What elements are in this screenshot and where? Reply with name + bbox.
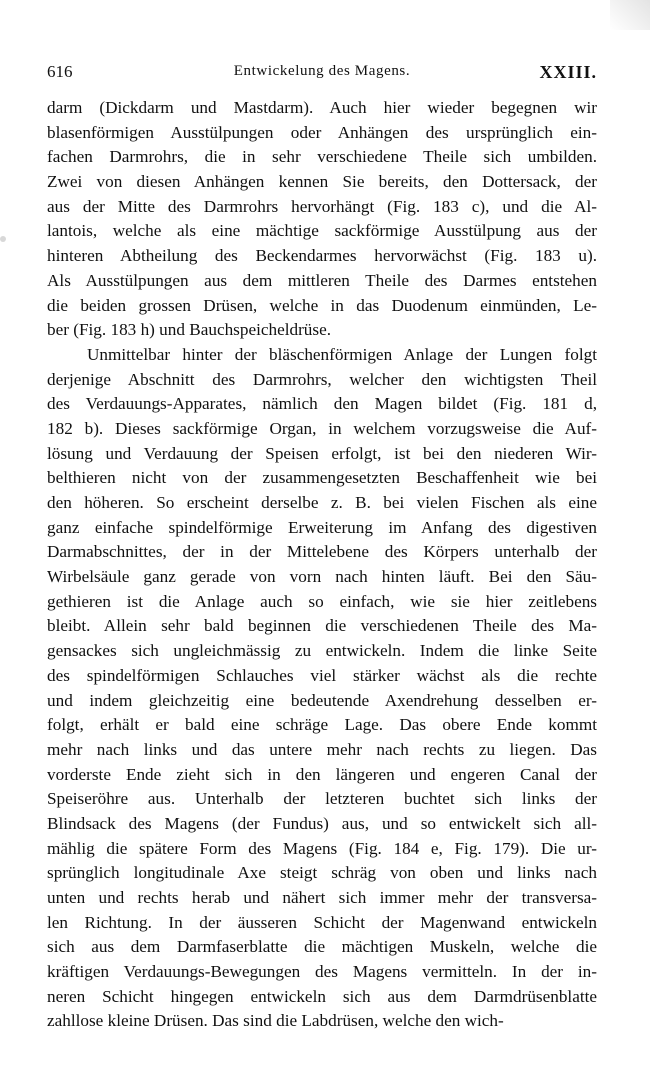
text-line: ganz einfache spindelförmige Erweiterung im Anfang des digestiven: [47, 517, 597, 537]
text-line: Darmabschnittes, der in der Mittelebene des Körpers unterhalb der: [47, 542, 597, 562]
body-text: [47, 96, 597, 1034]
text-line: gensackes sich ungleichmässig zu entwickeln. Indem die linke Seite: [47, 641, 597, 661]
running-head: Entwickelung des Magens.: [233, 63, 411, 79]
text-line: Unmittelbar hinter der bläschenförmigen Anlage der Lungen folgt: [87, 344, 597, 364]
text-line: den höheren. So erscheint derselbe z. B. bei vielen Fischen als eine: [47, 493, 597, 512]
text-line: und indem gleichzeitig eine bedeutende Axendrehung desselben er-: [47, 690, 597, 710]
text-line: lösung und Verdauung der Speisen erfolgt, ist bei den niederen Wir-: [47, 443, 597, 463]
text-line: fachen Darmrohrs, die in sehr verschiedene Theile sich umbilden.: [47, 147, 597, 167]
text-line: mählig die spätere Form des Magens (Fig. 184 e, Fig. 179). Die ur-: [47, 838, 597, 858]
text-line: Speiseröhre aus. Unterhalb der letzteren buchtet sich links der: [47, 789, 597, 809]
text-line: Zwei von diesen Anhängen kennen Sie bereits, den Dottersack, der: [47, 172, 597, 192]
text-line: unten und rechts herab und nähert sich immer mehr der transversa-: [47, 888, 597, 907]
text-line: folgt, erhält er bald eine schräge Lage. Das obere Ende kommt: [47, 715, 597, 735]
text-line: des spindelförmigen Schlauches viel stärker wächst als die rechte: [47, 665, 597, 685]
text-line: die beiden grossen Drüsen, welche in das Duodenum einmünden, Le-: [47, 295, 597, 315]
text-line: lantois, welche als eine mächtige sackförmige Ausstülpung aus der: [47, 221, 597, 241]
text-line: Als Ausstülpungen aus dem mittleren Theile des Darmes entstehen: [47, 270, 597, 290]
text-line: 182 b). Dieses sackförmige Organ, in welchem vorzugsweise die Auf-: [47, 418, 597, 438]
text-line: Wirbelsäule ganz gerade von vorn nach hinten läuft. Bei den Säu-: [47, 567, 597, 587]
text-line: derjenige Abschnitt des Darmrohrs, welcher den wichtigsten Theil: [47, 369, 597, 389]
paragraph: [47, 343, 597, 1034]
margin-speck: [0, 236, 6, 242]
text-line: vorderste Ende zieht sich in den längeren und engeren Canal der: [47, 764, 597, 784]
text-line: Blindsack des Magens (der Fundus) aus, und so entwickelt sich all-: [47, 813, 597, 833]
text-line: ber (Fig. 183 h) und Bauchspeicheldrüse.: [47, 320, 332, 340]
text-line: sprünglich longitudinale Axe steigt schräg von oben und links nach: [47, 863, 597, 883]
text-line: hinteren Abtheilung des Beckendarmes hervorwächst (Fig. 183 u).: [47, 246, 597, 266]
text-line: aus der Mitte des Darmrohrs hervorhängt (Fig. 183 c), und die Al-: [47, 196, 597, 216]
text-line: sich aus dem Darmfaserblatte die mächtigen Muskeln, welche die: [47, 937, 597, 957]
page-header: [47, 62, 597, 86]
page-number: 616: [47, 62, 73, 81]
text-line: kräftigen Verdauungs-Bewegungen des Magens vermitteln. In der in-: [47, 962, 597, 982]
text-line: neren Schicht hingegen entwickeln sich aus dem Darmdrüsenblatte: [47, 986, 597, 1006]
text-line: des Verdauungs-Apparates, nämlich den Magen bildet (Fig. 181 d,: [47, 394, 597, 414]
text-line: mehr nach links und das untere mehr nach rechts zu liegen. Das: [47, 739, 597, 759]
paragraph: [47, 96, 597, 343]
text-line: zahllose kleine Drüsen. Das sind die Labdrüsen, welche den wich-: [47, 1011, 504, 1031]
text-line: darm (Dickdarm und Mastdarm). Auch hier wieder begegnen wir: [47, 98, 597, 117]
scan-edge-shadow: [610, 0, 650, 30]
text-line: gethieren ist die Anlage auch so einfach, wie sie hier zeitlebens: [47, 591, 597, 611]
text-line: blasenförmigen Ausstülpungen oder Anhängen des ursprünglich ein-: [47, 122, 597, 142]
text-line: belthieren nicht von der zusammengesetzten Beschaffenheit wie bei: [47, 468, 597, 488]
chapter-number: XXIII.: [539, 62, 597, 82]
text-line: bleibt. Allein sehr bald beginnen die verschiedenen Theile des Ma-: [47, 616, 597, 636]
text-line: len Richtung. In der äusseren Schicht der Magenwand entwickeln: [47, 912, 597, 932]
